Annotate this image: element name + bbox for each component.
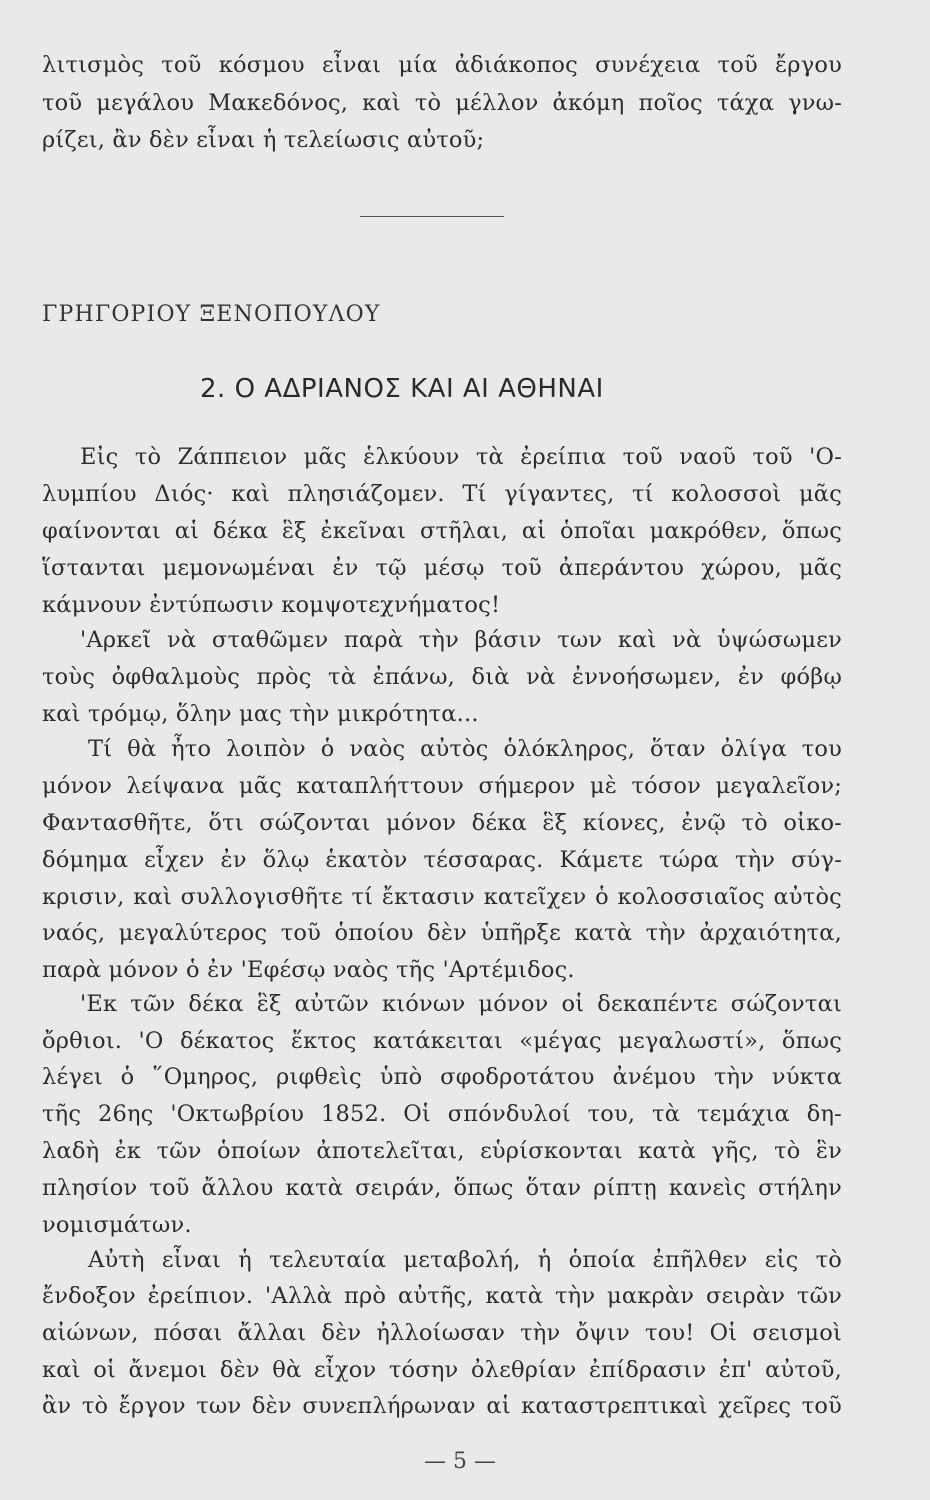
- text-line: καὶ τρόμῳ, ὅλην μας τὴν μικρότητα...: [42, 701, 479, 727]
- text-line: τοῦ μεγάλου Μακεδόνος, καὶ τὸ μέλλον ἀκόμη ποῖος τάχα γνω-: [42, 90, 842, 116]
- text-line: αἰώνων, πόσαι ἄλλαι δὲν ἠλλοίωσαν τὴν ὄψιν του! Οἱ σεισμοὶ: [42, 1320, 842, 1346]
- text-line: λιτισμὸς τοῦ κόσμου εἶναι μία ἀδιάκοπος συνέχεια τοῦ ἔργου: [42, 52, 842, 78]
- text-line: 'Αρκεῖ νὰ σταθῶμεν παρὰ τὴν βάσιν των καὶ νὰ ὑψώσωμεν: [80, 627, 842, 653]
- text-line: λυμπίου Διός· καὶ πλησιάζομεν. Τί γίγαντες, τί κολοσσοὶ μᾶς: [42, 481, 842, 507]
- text-line: πλησίον τοῦ ἄλλου κατὰ σειράν, ὅπως ὅταν ρίπτῃ κανεὶς στήλην: [42, 1175, 842, 1201]
- text-line: Αὐτὴ εἶναι ἡ τελευταία μεταβολή, ἡ ὁποία ἐπῆλθεν εἰς τὸ: [88, 1247, 842, 1273]
- text-line: νομισμάτων.: [42, 1212, 192, 1238]
- text-line: ἂν τὸ ἔργον των δὲν συνεπλήρωναν αἱ καταστρεπτικαὶ χεῖρες τοῦ: [42, 1393, 842, 1419]
- chapter-title: 2. Ο ΑΔΡΙΑΝΟΣ ΚΑΙ ΑΙ ΑΘΗΝΑΙ: [200, 374, 604, 404]
- text-line: μόνον λείψανα μᾶς καταπλήττουν σήμερον μὲ τόσον μεγαλεῖον;: [42, 773, 842, 799]
- text-line: δόμημα εἶχεν ἐν ὅλῳ ἑκατὸν τέσσαρας. Κάμετε τώρα τὴν σύγ-: [42, 847, 842, 873]
- text-line: κρισιν, καὶ συλλογισθῆτε τί ἔκτασιν κατεῖχεν ὁ κολοσσιαῖος αὐτὸς: [42, 884, 842, 910]
- text-line: Φαντασθῆτε, ὅτι σώζονται μόνον δέκα ἓξ κίονες, ἐνῷ τὸ οἰκο-: [42, 810, 842, 836]
- page-number: — 5 —: [424, 1449, 496, 1474]
- text-line: ἵστανται μεμονωμέναι ἐν τῷ μέσῳ τοῦ ἀπεράντου χώρου, μᾶς: [42, 555, 842, 581]
- text-line: ὄρθιοι. 'Ο δέκατος ἕκτος κατάκειται «μέγας μεγαλωστί», ὅπως: [42, 1028, 842, 1054]
- text-line: τοὺς ὀφθαλμοὺς πρὸς τὰ ἐπάνω, διὰ νὰ ἐννοήσωμεν, ἐν φόβῳ: [42, 664, 842, 690]
- text-line: 'Εκ τῶν δέκα ἓξ αὐτῶν κιόνων μόνον οἱ δεκαπέντε σώζονται: [80, 991, 842, 1017]
- text-line: ἔνδοξον ἐρείπιον. 'Αλλὰ πρὸ αὐτῆς, κατὰ τὴν μακρὰν σειρὰν τῶν: [42, 1283, 842, 1309]
- text-line: Τί θὰ ἦτο λοιπὸν ὁ ναὸς αὐτὸς ὁλόκληρος, ὅταν ὀλίγα του: [88, 736, 842, 762]
- text-line: Εἰς τὸ Ζάππειον μᾶς ἑλκύουν τὰ ἐρείπια τοῦ ναοῦ τοῦ 'Ο-: [80, 444, 842, 470]
- text-line: λέγει ὁ ῞Ομηρος, ριφθεὶς ὑπὸ σφοδροτάτου ἀνέμου τὴν νύκτα: [42, 1064, 842, 1090]
- text-line: κάμνουν ἐντύπωσιν κομψοτεχνήματος!: [42, 592, 501, 618]
- text-line: ρίζει, ἂν δὲν εἶναι ἡ τελείωσις αὐτοῦ;: [42, 127, 485, 153]
- text-line: λαδὴ ἐκ τῶν ὁποίων ἀποτελεῖται, εὑρίσκονται κατὰ γῆς, τὸ ἓν: [42, 1138, 842, 1164]
- text-line: φαίνονται αἱ δέκα ἓξ ἐκεῖναι στῆλαι, αἱ ὁποῖαι μακρόθεν, ὅπως: [42, 518, 842, 544]
- text-line: τῆς 26ης 'Οκτωβρίου 1852. Οἱ σπόνδυλοί του, τὰ τεμάχια δη-: [42, 1101, 842, 1127]
- author-name: ΓΡΗΓΟΡΙΟΥ ΞΕΝΟΠΟΥΛΟΥ: [42, 302, 381, 327]
- text-line: καὶ οἱ ἄνεμοι δὲν θὰ εἶχον τόσην ὀλεθρίαν ἐπίδρασιν ἐπ' αὐτοῦ,: [42, 1357, 842, 1383]
- text-line: παρὰ μόνον ὁ ἐν 'Εφέσῳ ναὸς τῆς 'Αρτέμιδος.: [42, 957, 575, 983]
- section-divider: [360, 216, 504, 217]
- text-line: ναός, μεγαλύτερος τοῦ ὁποίου δὲν ὑπῆρξε κατὰ τὴν ἀρχαιότητα,: [42, 920, 842, 946]
